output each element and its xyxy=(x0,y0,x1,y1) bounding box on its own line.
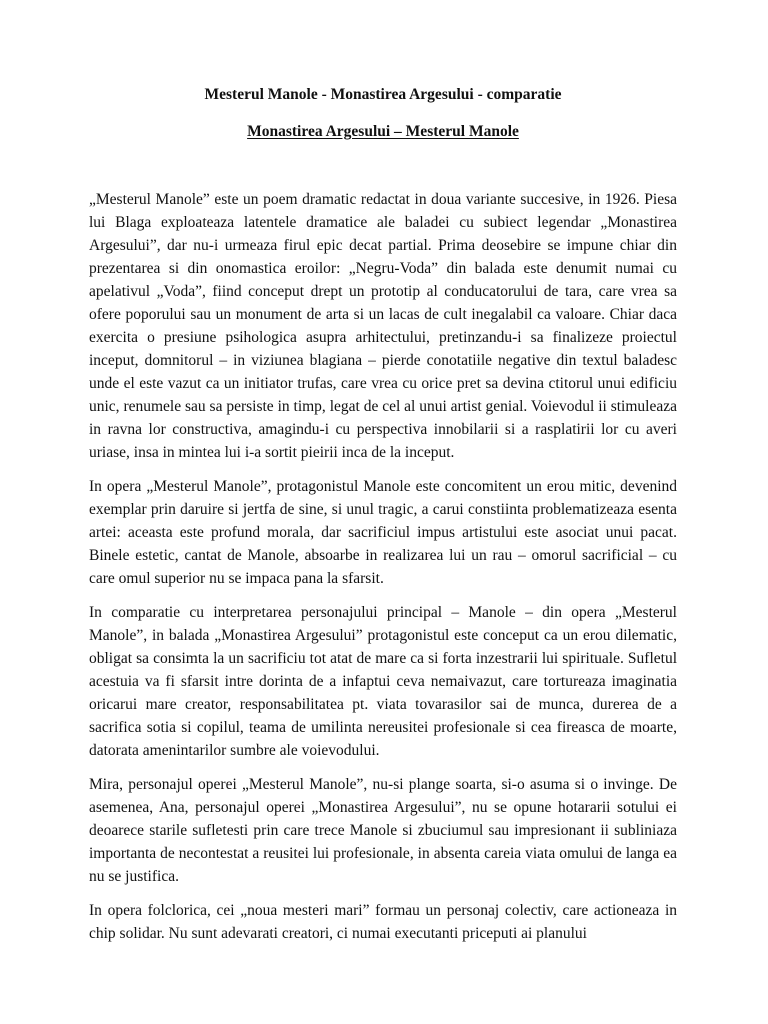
document-title: Mesterul Manole - Monastirea Argesului - comparatie xyxy=(204,86,562,103)
paragraph-2: In opera „Mesterul Manole”, protagonistul Manole este concomitent un erou mitic, devenind exemplar prin daruire si jertfa de sine, si unul tragic, a carui constiinta problematizeaza esenta artei: aceasta este profund morala, dar sacrificiul impus artistului este asociat unui pacat. Binele estetic, cantat de Manole, absoarbe in realizarea lui un rau – omorul sacrificial – cu care omul superior nu se impaca pana la sfarsit. xyxy=(89,478,677,587)
paragraph-4: Mira, personajul operei „Mesterul Manole”, nu-si plange soarta, si-o asuma si o invinge. De asemenea, Ana, personajul operei „Monastirea Argesului”, nu se opune hotararii sotului ei deoarece starile sufletesti prin care trece Manole si zbuciumul sau impresionant ii subliniaza importanta de necontestat a reusitei lui profesionale, in absenta careia viata omului de langa ea nu se justifica. xyxy=(89,776,677,885)
document-subtitle-text: Monastirea Argesului – Mesterul Manole xyxy=(247,123,519,140)
document-page xyxy=(89,84,677,956)
paragraph-5: In opera folclorica, cei „noua mesteri mari” formau un personaj colectiv, care actioneaza in chip solidar. Nu sunt adevarati creatori, ci numai executanti priceputi ai planului xyxy=(89,902,677,942)
paragraph-1: „Mesterul Manole” este un poem dramatic redactat in doua variante succesive, in 1926. Piesa lui Blaga exploateaza latentele dramatice ale baladei cu subiect legendar „Monastirea Argesului”, dar nu-i urmeaza firul epic decat partial. Prima deosebire se impune chiar din prezentarea si din onomastica eroilor: „Negru-Voda” din balada este denumit numai cu apelativul „Voda”, fiind conceput drept un prototip al conducatorului de tara, care vrea sa ofere poporului sau un monument de arta si un lacas de cult inegalabil ca valoare. Chiar daca exercita o presiune psihologica asupra arhitectului, pretinzandu-i sa finalizeze proiectul inceput, domnitorul – in viziunea blagiana – pierde conotatiile negative din textul baladesc unde el este vazut ca un initiator trufas, care vrea cu orice pret sa devina ctitorul unui edificiu unic, renumele sau sa persiste in timp, legat de cel al unui artist genial. Voievodul ii stimuleaza in ravna lor constructiva, amagindu-i cu perspectiva innobilarii si a rasplatirii lor cu averi uriase, insa in mintea lui i-a sortit pieirii inca de la inceput. xyxy=(89,191,677,461)
paragraph-3: In comparatie cu interpretarea personajului principal – Manole – din opera „Mesterul Manole”, in balada „Monastirea Argesului” protagonistul este conceput ca un erou dilematic, obligat sa consimta la un sacrificiu tot atat de mare ca si forta inzestrarii lui spirituale. Sufletul acestuia va fi sfarsit intre dorinta de a infaptui ceva nemaivazut, care tortureaza imaginatia oricarui mare creator, responsabilitatea pt. viata tovarasilor sai de munca, durerea de a sacrifica sotia si copilul, teama de umilinta nereusitei profesionale si cea fireasca de moarte, datorata amenintarilor sumbre ale voievodului. xyxy=(89,604,677,759)
document-subtitle xyxy=(89,121,677,143)
document-body xyxy=(89,188,677,945)
